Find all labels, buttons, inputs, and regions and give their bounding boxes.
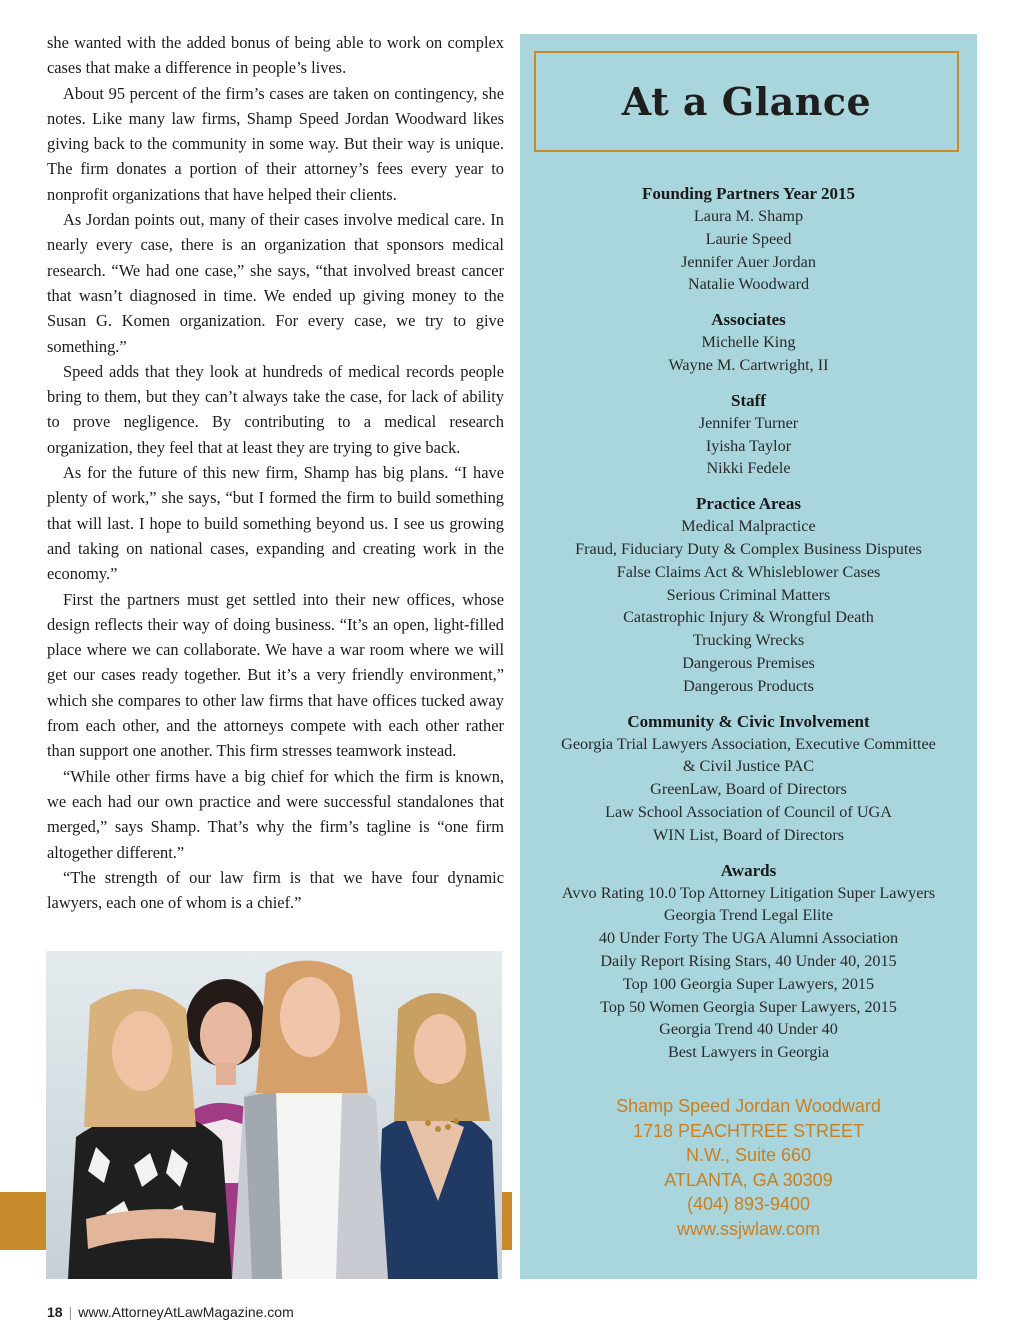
- glance-title-box: [534, 51, 959, 152]
- website-link[interactable]: www.ssjwlaw.com: [676, 1218, 821, 1239]
- article-paragraph: About 95 percent of the firm’s cases are taken on contingency, she notes. Like many law firms, Shamp Speed Jordan Woodward likes giving back to the community in some way. But their way is unique. The firm donates a portion of their attorney’s fees every year to nonprofit organizations that have helped their clients.: [47, 83, 504, 204]
- partners-illustration: [46, 951, 502, 1279]
- practice-areas-section: [520, 492, 977, 697]
- article-paragraph: she wanted with the added bonus of being able to work on complex cases that make a difference in people’s lives.: [47, 33, 504, 78]
- city-state-zip: ATLANTA, GA 30309: [664, 1169, 833, 1190]
- list-item: Dangerous Premises: [682, 653, 815, 672]
- list-item: Avvo Rating 10.0 Top Attorney Litigation Super Lawyers: [561, 883, 936, 902]
- list-item: Laura M. Shamp: [693, 207, 804, 225]
- at-a-glance-panel: [520, 34, 977, 1279]
- list-item: 40 Under Forty The UGA Alumni Association: [598, 929, 899, 948]
- article-paragraph: As for the future of this new firm, Shamp has big plans. “I have plenty of work,” she says, “but I formed the firm to build something that will last. I hope to build something beyond us. I see us growing and taking on national cases, expanding and creating work in the economy.”: [47, 463, 504, 584]
- associates-heading: Associates: [711, 310, 786, 330]
- practice-areas-heading: Practice Areas: [696, 494, 801, 514]
- street-address: 1718 PEACHTREE STREET: [632, 1120, 865, 1141]
- list-item: Serious Criminal Matters: [666, 585, 831, 604]
- list-item: Fraud, Fiduciary Duty & Complex Business Disputes: [575, 539, 922, 558]
- list-item: GreenLaw, Board of Directors: [650, 780, 847, 799]
- staff-heading: Staff: [731, 390, 766, 410]
- list-item: Natalie Woodward: [687, 275, 810, 294]
- awards-section: [520, 859, 977, 1064]
- community-section: [520, 710, 977, 847]
- founding-partners-section: [520, 182, 977, 296]
- article-paragraph: First the partners must get settled into their new offices, whose design reflects their way of doing business. “It’s an open, light-filled place where we can collaborate. We have a war room where we will get our cases ready together. But it’s a very friendly environment,” which she compares to other law firms that have offices tucked away from each other, and the attorneys compete with each other rather than support one another. This firm stresses teamwork instead.: [47, 589, 504, 761]
- article-body: [47, 30, 504, 915]
- list-item: Top 50 Women Georgia Super Lawyers, 2015: [600, 997, 897, 1016]
- list-item: Top 100 Georgia Super Lawyers, 2015: [622, 974, 875, 993]
- firm-contact: [520, 1094, 977, 1242]
- associates-section: [520, 308, 977, 377]
- article-paragraph: “The strength of our law firm is that we have four dynamic lawyers, each one of whom is a chief.”: [47, 867, 504, 913]
- phone-number: (404) 893-9400: [686, 1194, 811, 1215]
- footer-separator: |: [68, 1304, 73, 1320]
- firm-name: Shamp Speed Jordan Woodward: [616, 1096, 881, 1116]
- awards-heading: Awards: [720, 860, 777, 880]
- magazine-url[interactable]: www.AttorneyAtLawMagazine.com: [78, 1304, 294, 1320]
- glance-body: [520, 182, 977, 1076]
- article-paragraph: “While other firms have a big chief for which the firm is known, we each had our own practice and were successful standalones that merged,” says Shamp. That’s why the firm’s tagline is “one firm altogether different.”: [47, 766, 504, 862]
- suite: N.W., Suite 660: [685, 1145, 812, 1166]
- article-paragraph: As Jordan points out, many of their cases involve medical care. In nearly every case, there is an organization that sponsors medical research. “We had one case,” she says, “that involved breast cancer that wasn’t diagnosed in time. We ended up giving money to the Susan G. Komen organization. For every case, we try to give something.”: [47, 210, 504, 356]
- list-item: Jennifer Auer Jordan: [681, 252, 816, 271]
- list-item: Laurie Speed: [705, 229, 792, 248]
- list-item: Nikki Fedele: [706, 459, 791, 478]
- page-footer: [47, 1304, 294, 1320]
- list-item: Wayne M. Cartwright, II: [668, 355, 829, 374]
- list-item: Daily Report Rising Stars, 40 Under 40, 2015: [600, 951, 897, 970]
- list-item: Dangerous Products: [683, 676, 814, 695]
- list-item: Trucking Wrecks: [692, 631, 805, 650]
- staff-section: [520, 389, 977, 480]
- list-item: WIN List, Board of Directors: [652, 825, 845, 844]
- list-item: Law School Association of Council of UGA: [605, 802, 892, 821]
- list-item: Georgia Trend Legal Elite: [663, 906, 834, 925]
- glance-title: At a Glance: [621, 79, 872, 124]
- list-item: False Claims Act & Whisleblower Cases: [616, 562, 881, 581]
- community-heading: Community & Civic Involvement: [627, 711, 870, 731]
- article-paragraph: Speed adds that they look at hundreds of medical records people bring to them, but they can’t always take the case, for lack of ability to prove negligence. By contributing to a medical research organization, they feel that at least they are trying to give back.: [47, 361, 504, 457]
- list-item: Michelle King: [701, 333, 796, 352]
- founding-partners-heading: Founding Partners Year 2015: [642, 184, 855, 203]
- list-item: Georgia Trend 40 Under 40: [659, 1020, 838, 1039]
- list-item: Medical Malpractice: [681, 517, 816, 536]
- page-number: 18: [47, 1304, 63, 1320]
- list-item: Georgia Trial Lawyers Association, Executive Committee: [561, 734, 936, 753]
- list-item: Iyisha Taylor: [705, 436, 792, 455]
- list-item: Catastrophic Injury & Wrongful Death: [623, 608, 874, 627]
- partners-photo: [46, 951, 502, 1279]
- list-item: Best Lawyers in Georgia: [667, 1043, 830, 1062]
- list-item: Jennifer Turner: [698, 413, 799, 432]
- list-item: & Civil Justice PAC: [682, 757, 815, 776]
- person-4: [376, 993, 498, 1279]
